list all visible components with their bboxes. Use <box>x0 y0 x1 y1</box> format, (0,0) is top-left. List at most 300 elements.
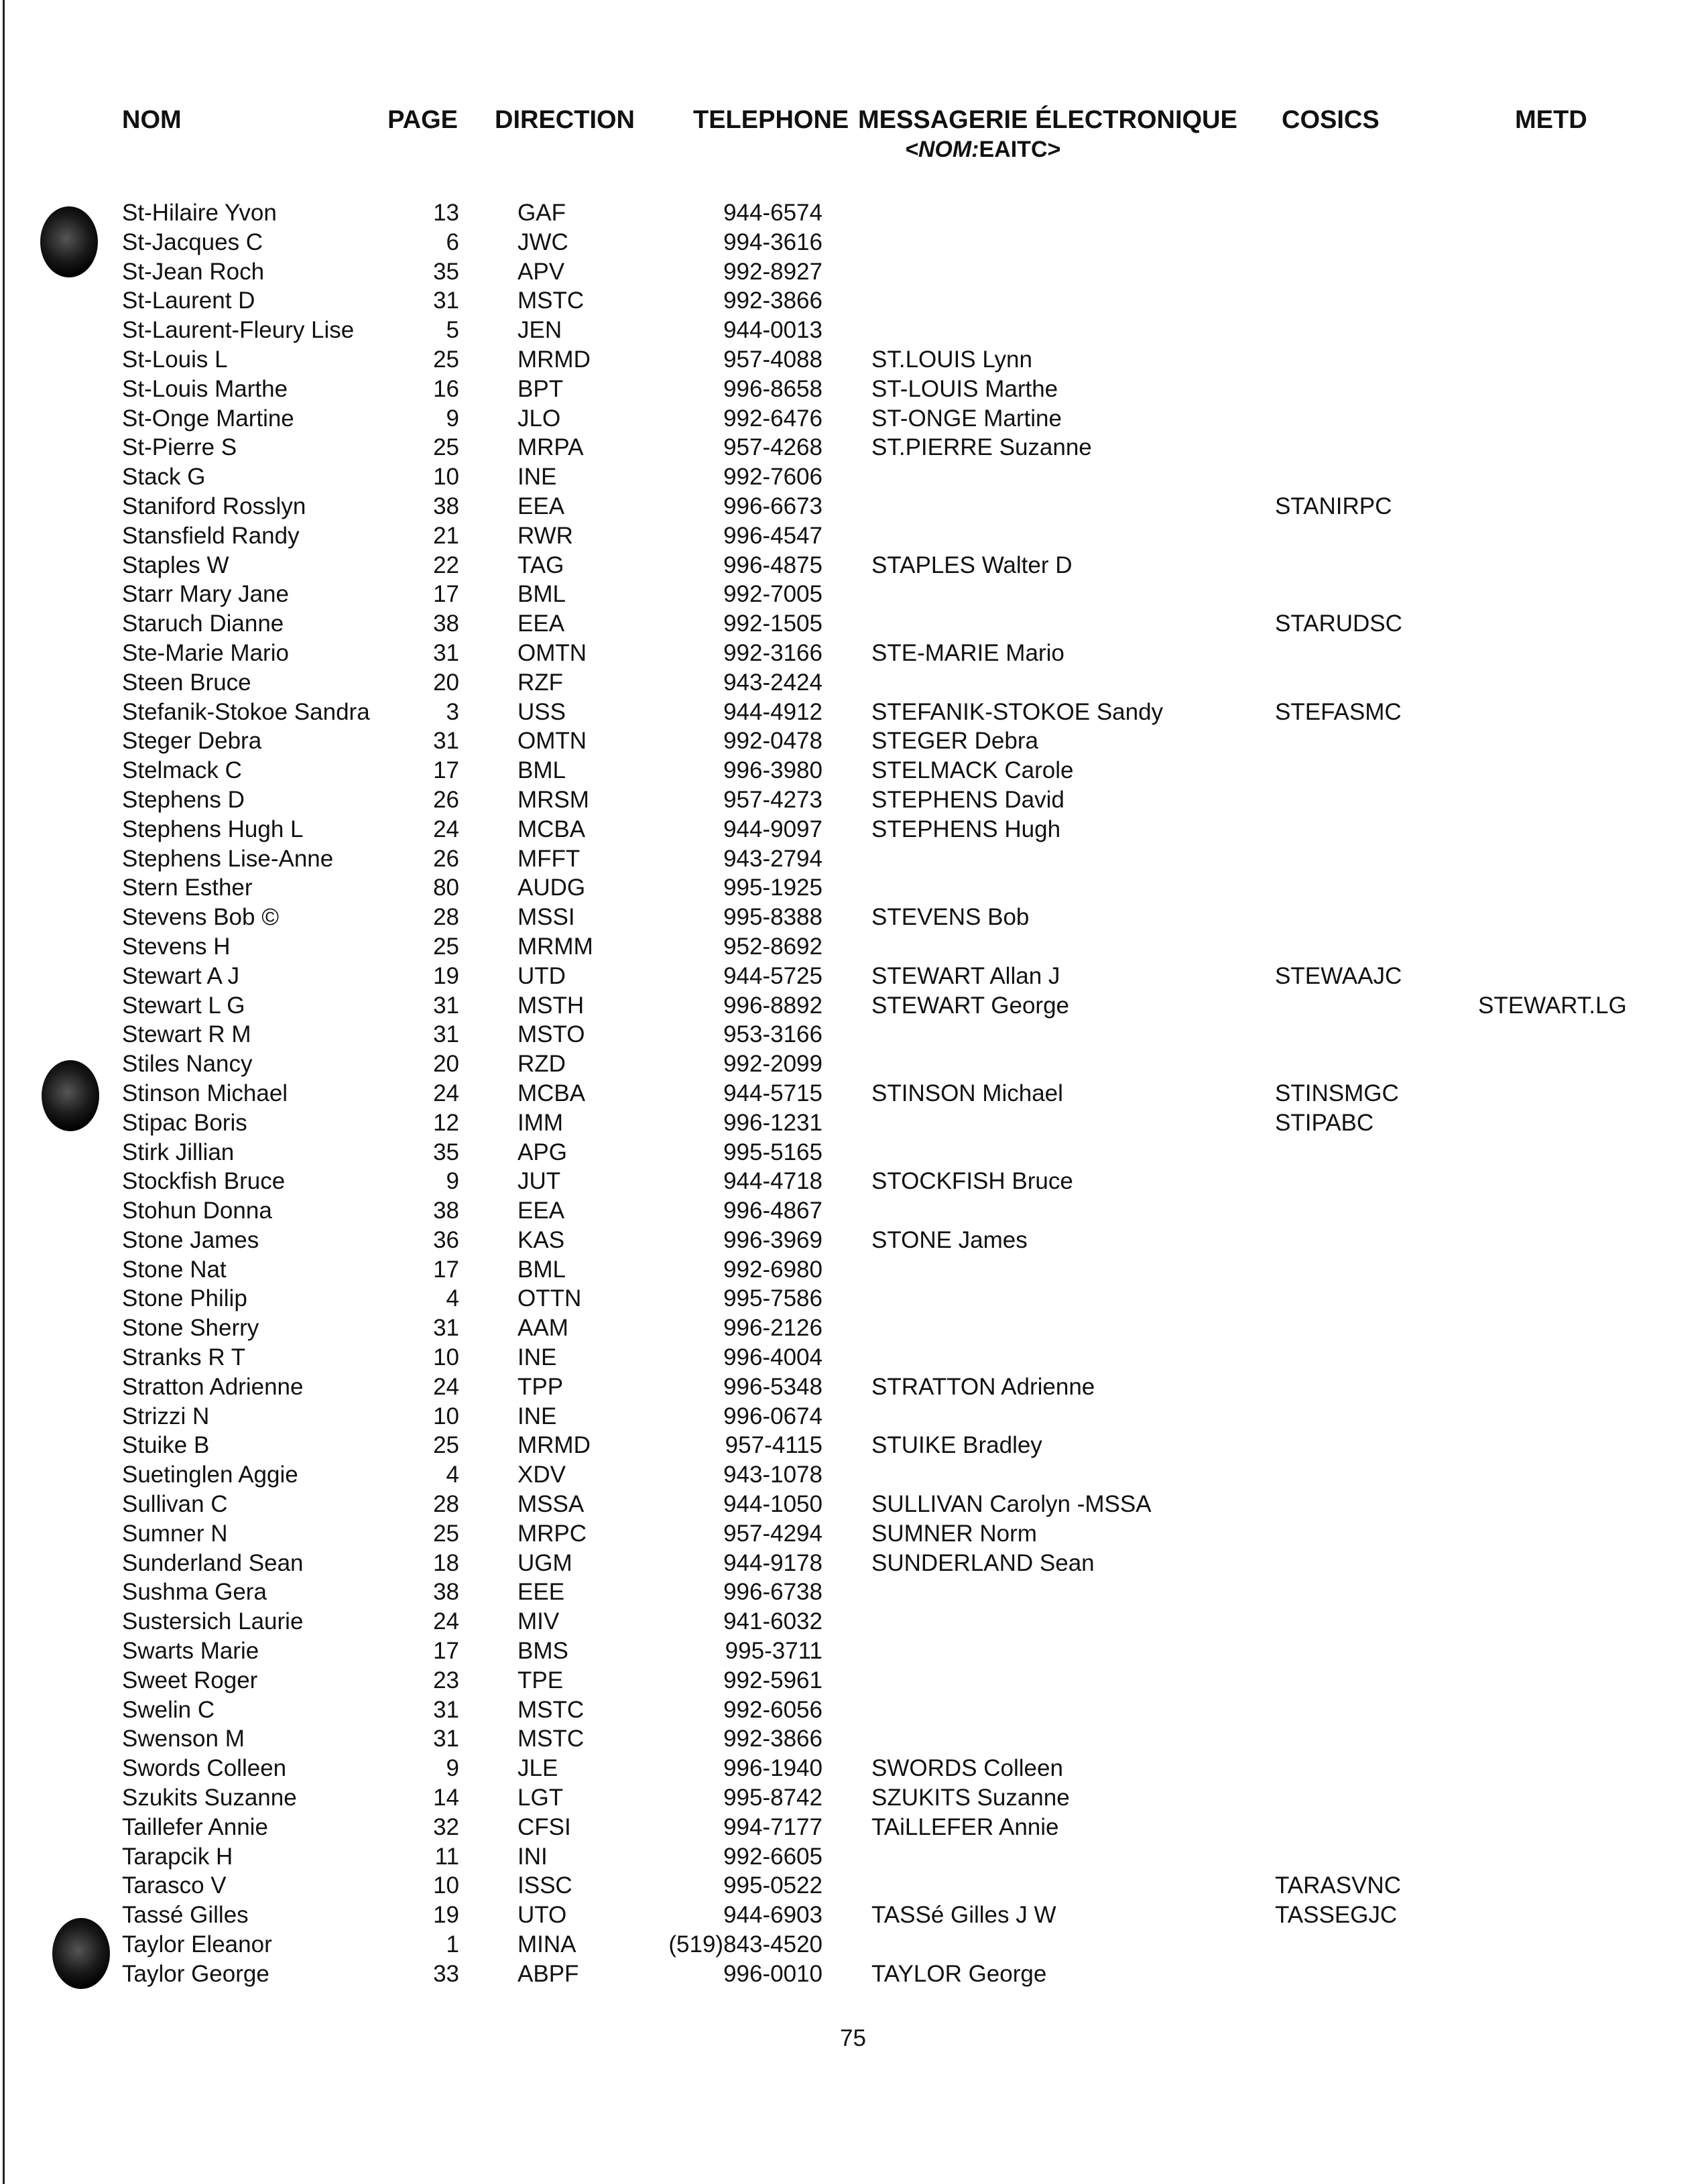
cell-direction: MFFT <box>517 845 581 872</box>
cell-direction: RZF <box>517 669 564 696</box>
cell-direction: INE <box>517 1344 557 1371</box>
cell-cosics: STANIRPC <box>1275 493 1392 519</box>
cell-nom: Tarasco V <box>122 1872 227 1899</box>
cell-direction: UTD <box>517 962 566 989</box>
cell-direction: XDV <box>517 1462 566 1488</box>
cell-direction: EEE <box>517 1579 565 1606</box>
cell-telephone: 996-5348 <box>723 1373 822 1400</box>
table-row <box>0 1842 1706 1872</box>
table-row <box>0 433 1706 462</box>
cell-telephone: 957-4294 <box>723 1520 822 1547</box>
cell-direction: BML <box>517 1256 566 1283</box>
table-row <box>0 1196 1706 1226</box>
cell-telephone: 996-1231 <box>723 1109 822 1136</box>
cell-page: 25 <box>433 1432 459 1459</box>
cell-telephone: 943-2794 <box>723 845 822 872</box>
cell-messagerie: STOCKFISH Bruce <box>871 1168 1073 1195</box>
cell-telephone: 944-1050 <box>723 1491 822 1518</box>
cell-direction: MSSI <box>517 904 575 931</box>
directory-table <box>0 198 1706 1989</box>
table-row <box>0 1960 1706 1989</box>
cell-messagerie: SZUKITS Suzanne <box>871 1785 1070 1811</box>
cell-page: 38 <box>433 1579 459 1606</box>
cell-messagerie: SWORDS Colleen <box>871 1755 1063 1782</box>
table-row <box>0 1724 1706 1754</box>
cell-nom: Staples W <box>122 552 229 578</box>
cell-messagerie: SULLIVAN Carolyn -MSSA <box>871 1491 1152 1518</box>
cell-nom: Sustersich Laurie <box>122 1608 304 1635</box>
table-row <box>0 873 1706 903</box>
cell-nom: St-Jean Roch <box>122 258 265 285</box>
cell-nom: St-Hilaire Yvon <box>122 200 277 226</box>
cell-page: 5 <box>446 317 459 344</box>
cell-direction: MRPA <box>517 434 584 461</box>
cell-page: 11 <box>434 1843 459 1870</box>
cell-page: 24 <box>433 816 459 842</box>
cell-telephone: 996-3980 <box>723 757 822 784</box>
cell-direction: MCBA <box>517 1080 586 1106</box>
table-row <box>0 1636 1706 1666</box>
table-row <box>0 756 1706 785</box>
table-row <box>0 1871 1706 1901</box>
table-row <box>0 1490 1706 1519</box>
cell-page: 12 <box>433 1109 459 1136</box>
cell-nom: Tarapcik H <box>122 1843 233 1870</box>
cell-telephone: 944-5715 <box>723 1080 822 1106</box>
cell-telephone: 992-3866 <box>723 1726 822 1752</box>
cell-page: 31 <box>433 287 459 314</box>
cell-direction: CFSI <box>517 1813 571 1840</box>
cell-messagerie: TASSé Gilles J W <box>871 1902 1056 1929</box>
cell-page: 24 <box>433 1080 459 1106</box>
cell-direction: IMM <box>517 1109 564 1136</box>
cell-nom: Strizzi N <box>122 1403 210 1429</box>
table-row <box>0 1666 1706 1695</box>
cell-telephone: 994-7177 <box>723 1813 822 1840</box>
table-row <box>0 198 1706 228</box>
table-row <box>0 1049 1706 1079</box>
cell-telephone: 953-3166 <box>723 1021 822 1048</box>
cell-messagerie: STELMACK Carole <box>871 757 1074 784</box>
cell-telephone: 992-1505 <box>723 611 822 637</box>
cell-page: 32 <box>433 1813 459 1840</box>
cell-direction: MSTC <box>517 287 585 314</box>
cell-page: 17 <box>433 581 459 608</box>
cell-nom: St-Laurent-Fleury Lise <box>122 317 355 344</box>
cell-telephone: 992-6605 <box>723 1843 822 1870</box>
cell-page: 19 <box>433 1902 459 1929</box>
cell-messagerie: ST.LOUIS Lynn <box>871 346 1032 373</box>
cell-messagerie: ST.PIERRE Suzanne <box>871 434 1092 461</box>
cell-page: 9 <box>446 405 459 432</box>
cell-nom: St-Pierre S <box>122 434 237 461</box>
cell-messagerie: STRATTON Adrienne <box>871 1373 1095 1400</box>
cell-telephone: 995-8742 <box>723 1785 822 1811</box>
table-row <box>0 462 1706 492</box>
table-row <box>0 1313 1706 1343</box>
table-row <box>0 668 1706 698</box>
cell-telephone: 992-7005 <box>723 581 822 608</box>
cell-messagerie: TAiLLEFER Annie <box>871 1813 1059 1840</box>
cell-direction: OMTN <box>517 728 587 755</box>
cell-cosics: STIPABC <box>1275 1109 1374 1136</box>
cell-page: 9 <box>446 1168 459 1195</box>
cell-direction: USS <box>517 698 566 725</box>
cell-nom: Starr Mary Jane <box>122 581 289 608</box>
cell-nom: Stipac Boris <box>122 1109 247 1136</box>
cell-telephone: 952-8692 <box>723 933 822 960</box>
table-row <box>0 1226 1706 1255</box>
cell-page: 17 <box>433 1638 459 1665</box>
cell-direction: JEN <box>517 317 562 344</box>
cell-direction: INE <box>517 464 557 491</box>
cell-page: 18 <box>433 1549 459 1576</box>
cell-page: 10 <box>433 1872 459 1899</box>
table-row <box>0 1519 1706 1549</box>
cell-messagerie: STUIKE Bradley <box>871 1432 1042 1459</box>
cell-telephone: 943-1078 <box>723 1462 822 1488</box>
cell-page: 1 <box>446 1931 459 1958</box>
cell-nom: St-Louis Marthe <box>122 375 288 402</box>
cell-telephone: 995-7586 <box>723 1285 822 1312</box>
header-messagerie-format-rest: EAITC> <box>979 137 1061 162</box>
cell-page: 26 <box>433 786 459 813</box>
cell-page: 25 <box>433 346 459 373</box>
cell-messagerie: STEPHENS David <box>871 786 1064 813</box>
cell-page: 28 <box>433 904 459 931</box>
header-direction: DIRECTION <box>495 106 635 134</box>
cell-cosics: STEWAAJC <box>1275 962 1402 989</box>
table-row <box>0 1901 1706 1930</box>
cell-page: 16 <box>433 375 459 402</box>
cell-nom: Stephens D <box>122 786 245 813</box>
table-row <box>0 1695 1706 1725</box>
table-row <box>0 962 1706 991</box>
cell-telephone: 996-2126 <box>723 1315 822 1342</box>
cell-nom: Stranks R T <box>122 1344 246 1371</box>
cell-direction: EEA <box>517 1198 565 1224</box>
cell-direction: MRPC <box>517 1520 587 1547</box>
table-row <box>0 1343 1706 1372</box>
cell-page: 36 <box>433 1226 459 1253</box>
cell-telephone: 995-5165 <box>723 1139 822 1165</box>
cell-messagerie: STE-MARIE Mario <box>871 639 1064 666</box>
table-row <box>0 1138 1706 1167</box>
cell-telephone: 957-4268 <box>723 434 822 461</box>
cell-nom: Stirk Jillian <box>122 1139 235 1165</box>
header-page: PAGE <box>387 106 458 134</box>
cell-direction: TPE <box>517 1667 564 1693</box>
cell-telephone: 941-6032 <box>723 1608 822 1635</box>
table-row <box>0 903 1706 932</box>
cell-nom: Stewart A J <box>122 962 240 989</box>
cell-direction: APG <box>517 1139 567 1165</box>
cell-nom: Stohun Donna <box>122 1198 272 1224</box>
table-row <box>0 228 1706 257</box>
cell-page: 4 <box>446 1462 459 1488</box>
cell-direction: RWR <box>517 522 573 549</box>
cell-page: 13 <box>433 200 459 226</box>
cell-nom: Szukits Suzanne <box>122 1785 297 1811</box>
cell-nom: Stiles Nancy <box>122 1051 253 1078</box>
cell-cosics: TARASVNC <box>1275 1872 1401 1899</box>
cell-page: 31 <box>433 1021 459 1048</box>
cell-direction: JUT <box>517 1168 561 1195</box>
cell-nom: Stockfish Bruce <box>122 1168 286 1195</box>
cell-page: 23 <box>433 1667 459 1693</box>
cell-direction: MCBA <box>517 816 586 842</box>
cell-direction: MIV <box>517 1608 560 1635</box>
cell-telephone: 992-6056 <box>723 1696 822 1723</box>
cell-nom: Sushma Gera <box>122 1579 267 1606</box>
cell-messagerie: STEPHENS Hugh <box>871 816 1061 842</box>
table-row <box>0 1167 1706 1196</box>
cell-direction: JLO <box>517 405 561 432</box>
cell-messagerie: STEVENS Bob <box>871 904 1030 931</box>
cell-page: 21 <box>433 522 459 549</box>
cell-telephone: 996-8658 <box>723 375 822 402</box>
cell-cosics: STEFASMC <box>1275 698 1402 725</box>
cell-direction: MSTC <box>517 1696 585 1723</box>
table-row <box>0 375 1706 404</box>
cell-telephone: 944-5725 <box>723 962 822 989</box>
table-row <box>0 1431 1706 1460</box>
cell-nom: Stevens H <box>122 933 231 960</box>
header-cosics: COSICS <box>1282 106 1380 134</box>
header-telephone: TELEPHONE <box>693 106 849 134</box>
cell-telephone: 992-7606 <box>723 464 822 491</box>
table-row <box>0 1578 1706 1607</box>
cell-telephone: 996-4547 <box>723 522 822 549</box>
cell-telephone: 996-4004 <box>723 1344 822 1371</box>
table-row <box>0 698 1706 727</box>
cell-telephone: 996-6673 <box>723 493 822 519</box>
cell-page: 28 <box>433 1491 459 1518</box>
cell-nom: Stansfield Randy <box>122 522 300 549</box>
table-row <box>0 1930 1706 1960</box>
table-row <box>0 1284 1706 1313</box>
cell-nom: Sumner N <box>122 1520 228 1547</box>
cell-telephone: 944-9178 <box>723 1549 822 1576</box>
cell-page: 24 <box>433 1373 459 1400</box>
cell-nom: Taylor Eleanor <box>122 1931 272 1958</box>
cell-page: 25 <box>433 1520 459 1547</box>
cell-direction: KAS <box>517 1226 565 1253</box>
cell-page: 10 <box>433 464 459 491</box>
cell-cosics: STARUDSC <box>1275 611 1402 637</box>
cell-direction: INI <box>517 1843 548 1870</box>
table-row <box>0 639 1706 668</box>
cell-page: 31 <box>433 639 459 666</box>
table-row <box>0 521 1706 551</box>
cell-direction: TAG <box>517 552 564 578</box>
cell-telephone: 996-4867 <box>723 1198 822 1224</box>
cell-telephone: 995-3711 <box>725 1638 822 1665</box>
cell-page: 38 <box>433 611 459 637</box>
cell-telephone: 944-9097 <box>723 816 822 842</box>
header-messagerie-format-italic: <NOM: <box>905 137 979 162</box>
cell-direction: MRMD <box>517 346 591 373</box>
table-row <box>0 1020 1706 1049</box>
cell-direction: MRMD <box>517 1432 591 1459</box>
cell-messagerie: TAYLOR George <box>871 1960 1047 1987</box>
cell-telephone: 996-0674 <box>723 1403 822 1429</box>
cell-nom: Taillefer Annie <box>122 1813 268 1840</box>
table-row <box>0 1783 1706 1813</box>
table-row <box>0 492 1706 521</box>
cell-telephone: 944-4912 <box>723 698 822 725</box>
table-row <box>0 1255 1706 1285</box>
page-number: 75 <box>840 2025 866 2051</box>
cell-page: 35 <box>433 258 459 285</box>
cell-nom: Swords Colleen <box>122 1755 287 1782</box>
table-row <box>0 257 1706 287</box>
cell-nom: Stelmack C <box>122 757 242 784</box>
table-row <box>0 1607 1706 1636</box>
cell-telephone: 996-1940 <box>723 1755 822 1782</box>
cell-telephone: 944-6903 <box>723 1902 822 1929</box>
cell-nom: Stratton Adrienne <box>122 1373 304 1400</box>
cell-page: 10 <box>433 1344 459 1371</box>
cell-page: 38 <box>433 493 459 519</box>
table-row <box>0 551 1706 580</box>
table-row <box>0 726 1706 756</box>
cell-messagerie: STAPLES Walter D <box>871 552 1073 578</box>
header-metd: METD <box>1515 106 1587 134</box>
cell-nom: Stephens Hugh L <box>122 816 304 842</box>
cell-nom: St-Onge Martine <box>122 405 294 432</box>
cell-nom: Stern Esther <box>122 875 253 901</box>
cell-direction: MSTC <box>517 1726 585 1752</box>
table-row <box>0 785 1706 815</box>
cell-messagerie: STINSON Michael <box>871 1080 1063 1106</box>
cell-cosics: TASSEGJC <box>1275 1902 1398 1929</box>
cell-direction: MSTH <box>517 992 585 1019</box>
cell-nom: Swarts Marie <box>122 1638 259 1665</box>
table-row <box>0 1108 1706 1138</box>
cell-direction: INE <box>517 1403 557 1429</box>
cell-telephone: 996-6738 <box>723 1579 822 1606</box>
cell-direction: APV <box>517 258 565 285</box>
cell-nom: Steen Bruce <box>122 669 251 696</box>
cell-page: 26 <box>433 845 459 872</box>
cell-direction: MSSA <box>517 1491 585 1518</box>
cell-telephone: 996-3969 <box>723 1226 822 1253</box>
cell-direction: UGM <box>517 1549 572 1576</box>
cell-direction: TPP <box>517 1373 564 1400</box>
cell-telephone: 992-6476 <box>723 405 822 432</box>
cell-nom: Staniford Rosslyn <box>122 493 306 519</box>
cell-messagerie: SUNDERLAND Sean <box>871 1549 1095 1576</box>
cell-messagerie: STEFANIK-STOKOE Sandy <box>871 698 1164 725</box>
cell-telephone: 995-8388 <box>723 904 822 931</box>
cell-nom: Sunderland Sean <box>122 1549 304 1576</box>
cell-page: 80 <box>433 875 459 901</box>
header-messagerie-format <box>905 137 1060 163</box>
cell-nom: St-Louis L <box>122 346 228 373</box>
cell-nom: Tassé Gilles <box>122 1902 249 1929</box>
cell-telephone: 943-2424 <box>723 669 822 696</box>
cell-nom: Suetinglen Aggie <box>122 1462 298 1488</box>
cell-messagerie: STEWART Allan J <box>871 962 1060 989</box>
cell-metd: STEWART.LG <box>1478 992 1627 1019</box>
cell-page: 20 <box>433 669 459 696</box>
table-row <box>0 345 1706 375</box>
cell-messagerie: STEWART George <box>871 992 1070 1019</box>
cell-nom: Swelin C <box>122 1696 215 1723</box>
table-row <box>0 1460 1706 1490</box>
cell-page: 31 <box>433 992 459 1019</box>
table-row <box>0 932 1706 962</box>
cell-nom: Stinson Michael <box>122 1080 288 1106</box>
table-row <box>0 1079 1706 1108</box>
table-row <box>0 580 1706 609</box>
cell-nom: Staruch Dianne <box>122 611 284 637</box>
cell-nom: Sweet Roger <box>122 1667 258 1693</box>
cell-nom: Stevens Bob © <box>122 904 279 931</box>
cell-direction: EEA <box>517 493 565 519</box>
cell-page: 24 <box>433 1608 459 1635</box>
cell-nom: Stone Philip <box>122 1285 247 1312</box>
cell-direction: LGT <box>517 1785 564 1811</box>
cell-messagerie: ST-ONGE Martine <box>871 405 1062 432</box>
cell-page: 35 <box>433 1139 459 1165</box>
cell-direction: AUDG <box>517 875 586 901</box>
cell-nom: Stewart L G <box>122 992 245 1019</box>
table-row <box>0 1549 1706 1578</box>
cell-telephone: 992-3866 <box>723 287 822 314</box>
cell-direction: OTTN <box>517 1285 582 1312</box>
cell-telephone: 944-6574 <box>723 200 822 226</box>
cell-direction: EEA <box>517 611 565 637</box>
cell-page: 25 <box>433 434 459 461</box>
cell-direction: MRSM <box>517 786 589 813</box>
cell-direction: AAM <box>517 1315 568 1342</box>
cell-direction: JLE <box>517 1755 558 1782</box>
cell-messagerie: SUMNER Norm <box>871 1520 1037 1547</box>
cell-messagerie: ST-LOUIS Marthe <box>871 375 1058 402</box>
cell-page: 31 <box>433 1315 459 1342</box>
cell-telephone: (519)843-4520 <box>668 1931 822 1958</box>
cell-direction: BPT <box>517 375 564 402</box>
header-messagerie: MESSAGERIE ÉLECTRONIQUE <box>858 106 1237 134</box>
cell-telephone: 996-8892 <box>723 992 822 1019</box>
cell-page: 25 <box>433 933 459 960</box>
cell-telephone: 957-4088 <box>723 346 822 373</box>
table-row <box>0 815 1706 844</box>
cell-messagerie: STONE James <box>871 1226 1028 1253</box>
cell-nom: Ste-Marie Mario <box>122 639 289 666</box>
cell-telephone: 992-5961 <box>723 1667 822 1693</box>
cell-direction: MINA <box>517 1931 576 1958</box>
table-row <box>0 1813 1706 1842</box>
cell-telephone: 992-3166 <box>723 639 822 666</box>
cell-telephone: 992-8927 <box>723 258 822 285</box>
cell-direction: OMTN <box>517 639 587 666</box>
cell-nom: Stephens Lise-Anne <box>122 845 334 872</box>
table-row <box>0 404 1706 434</box>
cell-page: 10 <box>433 1403 459 1429</box>
cell-telephone: 944-0013 <box>723 317 822 344</box>
cell-direction: ABPF <box>517 1960 579 1987</box>
header-nom: NOM <box>122 106 182 134</box>
cell-direction: BML <box>517 581 566 608</box>
cell-telephone: 957-4115 <box>725 1432 822 1459</box>
cell-telephone: 957-4273 <box>723 786 822 813</box>
cell-nom: Stack G <box>122 464 206 491</box>
cell-direction: JWC <box>517 229 568 255</box>
cell-nom: Swenson M <box>122 1726 245 1752</box>
